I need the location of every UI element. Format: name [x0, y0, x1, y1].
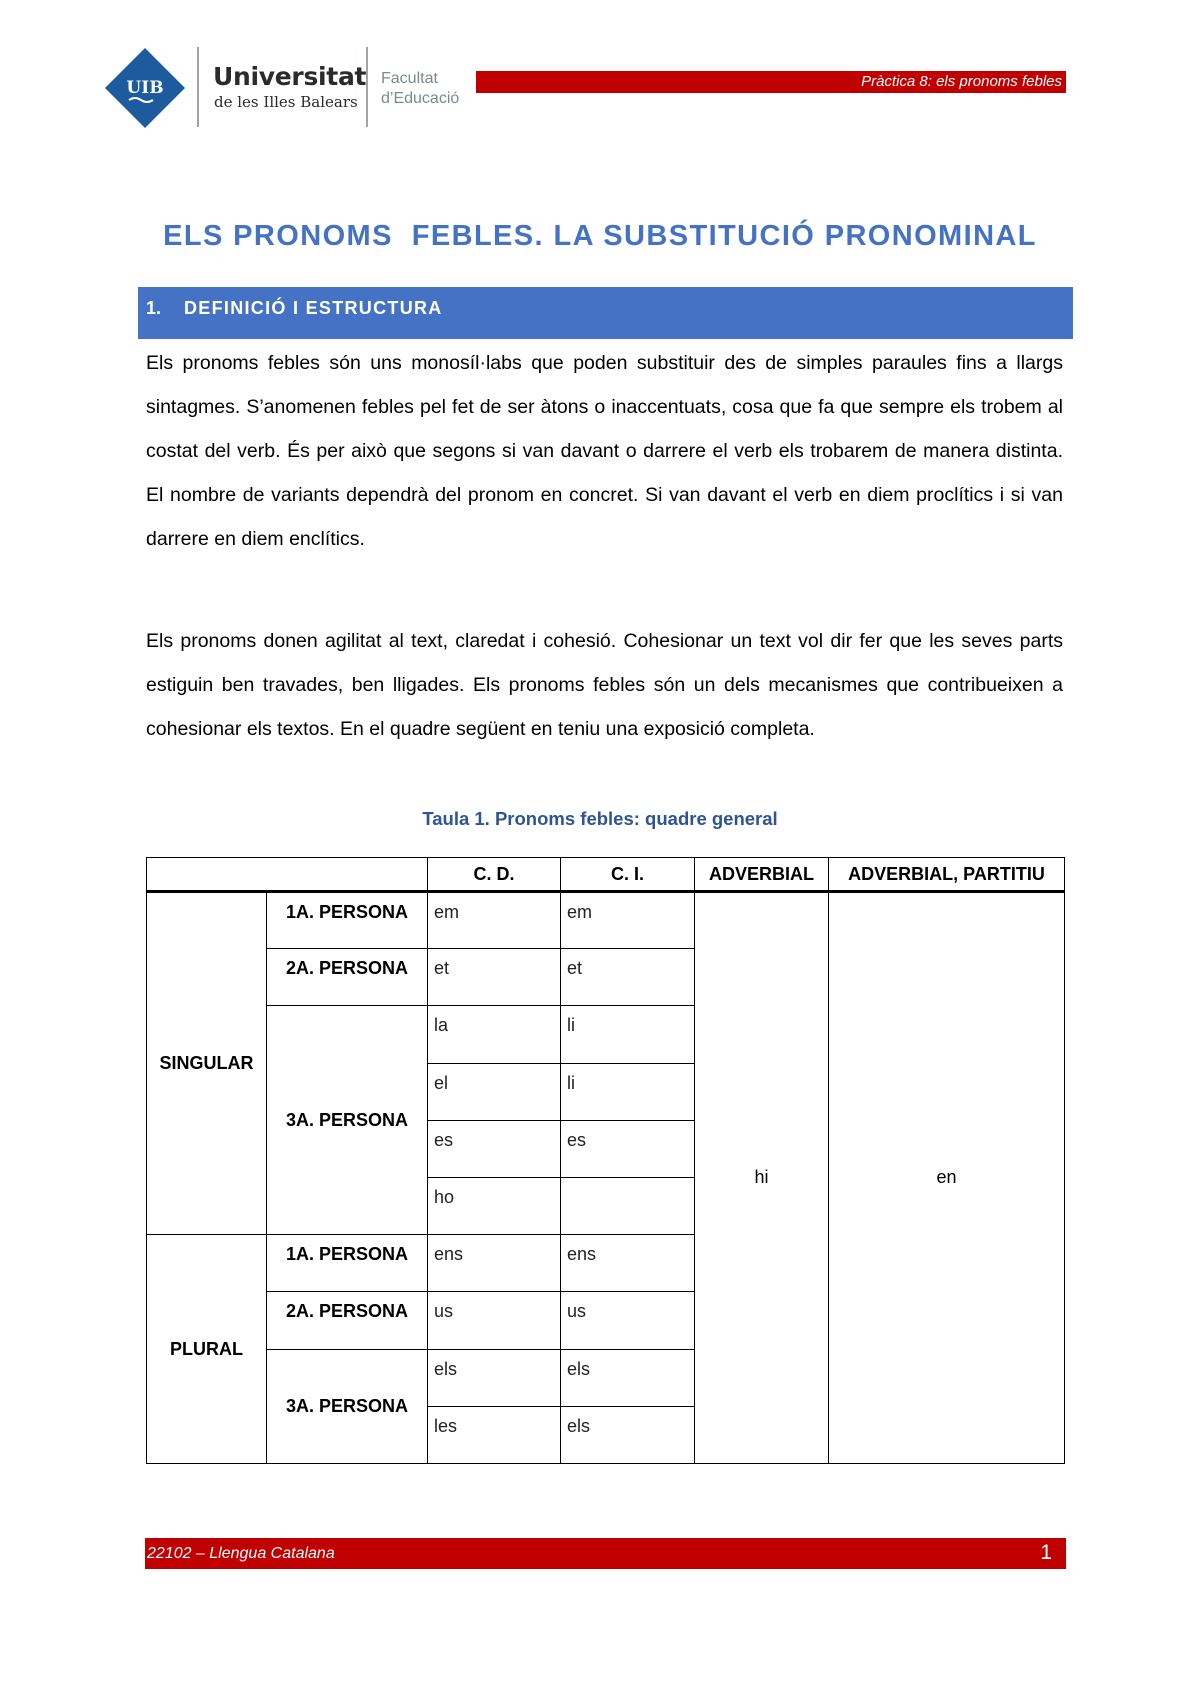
person-label: 2A. PERSONA: [267, 1292, 428, 1349]
table-header-cd: C. D.: [428, 858, 561, 892]
table-row: [147, 892, 1065, 949]
ci-cell: li: [561, 1063, 695, 1120]
document-title: ELS PRONOMS FEBLES. LA SUBSTITUCIÓ PRONOMINAL: [163, 220, 1037, 252]
adverbial-cell: hi: [695, 892, 829, 1464]
person-label: 2A. PERSONA: [267, 949, 428, 1006]
university-subtitle: de les Illes Balears: [214, 93, 358, 111]
university-name: Universitat: [213, 62, 367, 91]
ci-cell: els: [561, 1349, 695, 1406]
cd-cell: els: [428, 1349, 561, 1406]
section-number: 1.: [146, 298, 162, 318]
table-caption: Taula 1. Pronoms febles: quadre general: [422, 808, 778, 829]
footer-bar: [145, 1538, 1066, 1569]
cd-cell: es: [428, 1120, 561, 1177]
page-number: 1: [1040, 1541, 1052, 1564]
person-label: 3A. PERSONA: [267, 1349, 428, 1463]
group-singular: SINGULAR: [147, 892, 267, 1235]
cd-cell: el: [428, 1063, 561, 1120]
ci-cell: em: [561, 892, 695, 949]
ci-cell: es: [561, 1120, 695, 1177]
table-header-adverbial: ADVERBIAL: [695, 858, 829, 892]
person-label: 1A. PERSONA: [267, 892, 428, 949]
group-plural: PLURAL: [147, 1235, 267, 1464]
cd-cell: ens: [428, 1235, 561, 1292]
ci-cell: li: [561, 1006, 695, 1063]
cd-cell: us: [428, 1292, 561, 1349]
table-header-empty: [147, 858, 428, 892]
ci-cell: ens: [561, 1235, 695, 1292]
header-bar: [476, 71, 1066, 93]
ci-cell: [561, 1177, 695, 1234]
table-header-ci: C. I.: [561, 858, 695, 892]
cd-cell: ho: [428, 1177, 561, 1234]
logo-divider: [197, 47, 199, 127]
cd-cell: em: [428, 892, 561, 949]
ci-cell: us: [561, 1292, 695, 1349]
table-header-row: [147, 858, 1065, 892]
section-heading: [138, 287, 1073, 339]
cd-cell: la: [428, 1006, 561, 1063]
person-label: 3A. PERSONA: [267, 1006, 428, 1235]
uib-logo-icon: [105, 48, 185, 128]
logo-mark-text: UIB: [126, 78, 164, 98]
practice-label: Pràctica 8: els pronoms febles: [861, 73, 1062, 90]
partitiu-cell: en: [829, 892, 1065, 1464]
ci-cell: els: [561, 1406, 695, 1463]
logo-divider: [366, 47, 368, 127]
table-header-adverbial-partitiu: ADVERBIAL, PARTITIU: [829, 858, 1065, 892]
faculty-line-1: Facultat: [381, 70, 438, 87]
ci-cell: et: [561, 949, 695, 1006]
footer-course: 22102 – Llengua Catalana: [147, 1545, 335, 1562]
paragraph: Els pronoms donen agilitat al text, claredat i cohesió. Cohesionar un text vol dir fer que les seves parts estiguin ben travades, ben lligades. Els pronoms febles són un dels mecanismes que contribueixen a cohesionar els textos. En el quadre següent en teniu una exposició completa.: [146, 630, 1063, 740]
cd-cell: et: [428, 949, 561, 1006]
paragraph: Els pronoms febles són uns monosíl·labs que poden substituir des de simples paraules fins a llargs sintagmes. S’anomenen febles pel fet de ser àtons o inaccentuats, cosa que fa que sempre els trobem al costat del verb. És per això que segons si van davant o darrere el verb els trobarem de manera distinta. El nombre de variants dependrà del pronom en concret. Si van davant el verb en diem proclítics i si van darrere en diem enclítics.: [146, 352, 1063, 550]
cd-cell: les: [428, 1406, 561, 1463]
pronoun-table: [146, 857, 1065, 1464]
faculty-line-2: d’Educació: [381, 90, 460, 107]
section-title: DEFINICIÓ I ESTRUCTURA: [184, 298, 443, 318]
person-label: 1A. PERSONA: [267, 1235, 428, 1292]
